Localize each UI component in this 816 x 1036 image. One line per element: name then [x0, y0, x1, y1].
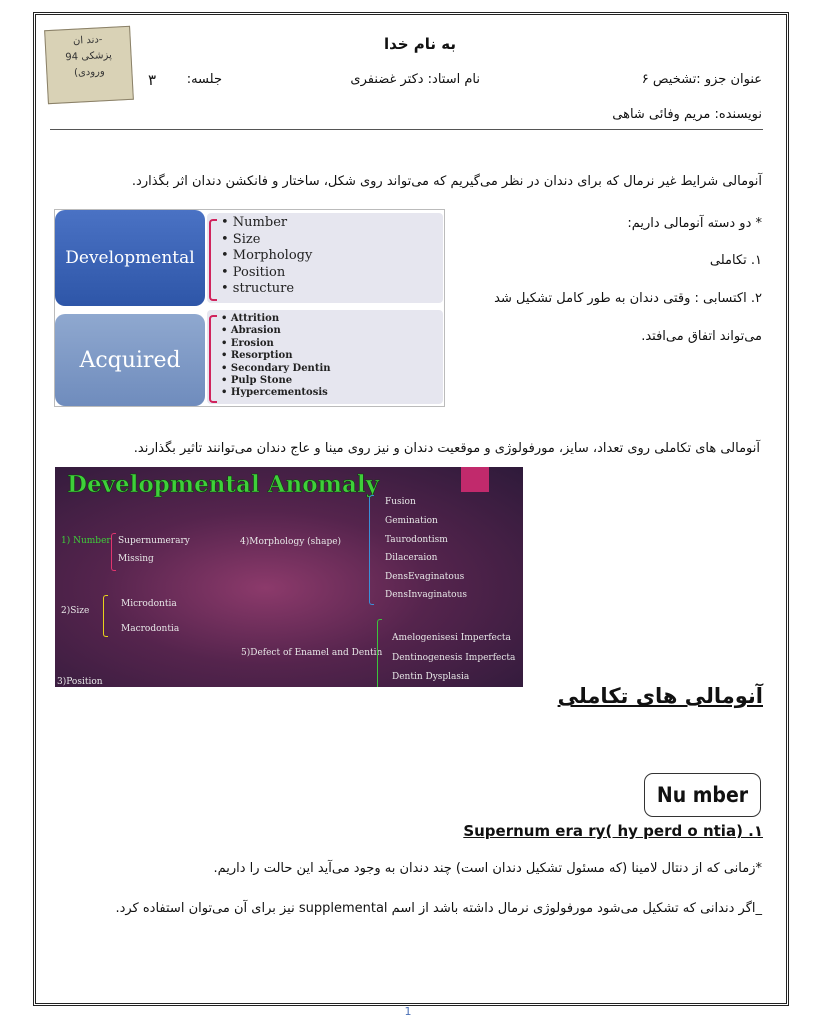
morphology-item: Dilaceraion [385, 553, 438, 563]
pink-accent-box [461, 467, 489, 492]
size-bracket [103, 595, 108, 637]
paragraph-2: _اگر دندانی که تشکیل می‌شود مورفولوژی نرمال داشته باشد از اسم supplemental نیز برای آن می‌توان استفاده کرد. [115, 901, 762, 916]
section-title: آنومالی های تکاملی [557, 684, 763, 708]
number-item: Missing [118, 554, 154, 564]
number-heading-box: Nu mber [644, 773, 761, 817]
number-label: 1) Number [61, 536, 111, 546]
developmental-intro: آنومالی های تکاملی روی تعداد، سایز، مورفولوژی و موقعیت دندان و نیز روی مینا و عاج دندان می‌توانند تاثیر بگذارند. [133, 441, 760, 456]
anomaly-classification-diagram [54, 209, 445, 407]
list-item: • Hypercementosis [221, 387, 328, 399]
morphology-item: Fusion [385, 497, 416, 507]
list-item: • Number [221, 215, 288, 230]
size-label: 2)Size [61, 606, 90, 616]
size-item: Microdontia [121, 599, 177, 609]
defect-item: Amelogenisesi Imperfecta [392, 633, 511, 643]
category-item-1: ۱. تکاملی [709, 253, 762, 268]
acquired-box: Acquired [55, 314, 205, 406]
number-item: Supernumerary [118, 536, 190, 546]
morphology-item: Gemination [385, 516, 438, 526]
pink-bracket [209, 315, 217, 403]
list-item: • Morphology [221, 248, 313, 263]
developmental-anomaly-slide [55, 467, 523, 687]
header-divider [50, 129, 763, 130]
defect-bracket [377, 619, 382, 687]
morphology-label: 4)Morphology (shape) [240, 537, 342, 547]
list-item: • Erosion [221, 337, 274, 349]
category-item-2: ۲. اکتسابی : وقتی دندان به طور کامل تشکیل شد [494, 291, 762, 306]
supernumerary-heading: Supernum era ry( hy perd o ntia) .۱ [463, 822, 763, 840]
categories-heading: * دو دسته آنومالی داریم: [627, 216, 762, 231]
document-title: به نام خدا [383, 35, 457, 53]
category-item-2-continued: می‌تواند اتفاق می‌افتد. [641, 329, 762, 344]
session-label: جلسه: [186, 72, 222, 87]
stamp-image: دند ان- پزشکی 94 (ورودی [44, 26, 134, 104]
list-item: • Abrasion [221, 325, 281, 337]
developmental-list [207, 213, 443, 303]
acquired-list [207, 310, 443, 404]
list-item: • Resorption [221, 350, 293, 362]
teacher-field: نام استاد: دکتر غضنفری [350, 72, 480, 87]
slide-title: Developmental Anomaly [67, 471, 379, 498]
author-field: نویسنده: مریم وفائی شاهی [612, 107, 762, 122]
intro-paragraph: آنومالی شرایط غیر نرمال که برای دندان در نظر می‌گیریم که می‌تواند روی شکل، ساختار و فانکشن دندان اثر بگذارد. [131, 174, 762, 189]
list-item: • Size [221, 231, 261, 247]
position-label: 3)Position [57, 677, 103, 687]
size-item: Macrodontia [121, 624, 180, 634]
developmental-box: Developmental [55, 210, 205, 306]
page-number: 1 [404, 1005, 412, 1018]
session-value: ۳ [148, 71, 157, 89]
morphology-item: Taurodontism [385, 535, 448, 545]
list-item: • Secondary Dentin [221, 362, 331, 374]
paragraph-1: *زمانی که از دنتال لامینا (که مسئول تشکیل دندان است) چند دندان به وجود می‌آید این حالت را داریم. [213, 861, 762, 876]
list-item: • Position [221, 264, 286, 280]
morphology-item: DensInvaginatous [385, 590, 468, 600]
defect-item: Dentin Dysplasia [392, 672, 470, 682]
list-item: • structure [221, 281, 295, 296]
morphology-item: DensEvaginatous [385, 572, 465, 582]
defect-label: 5)Defect of Enamel and Dentin [241, 648, 383, 658]
morphology-bracket [369, 495, 374, 605]
number-bracket [111, 533, 116, 571]
subject-field: عنوان جزو :تشخیص ۶ [641, 72, 762, 87]
defect-item: Dentinogenesis Imperfecta [392, 653, 516, 663]
list-item: • Pulp Stone [221, 375, 293, 387]
pink-bracket [209, 219, 217, 301]
list-item: • Attrition [221, 313, 280, 324]
